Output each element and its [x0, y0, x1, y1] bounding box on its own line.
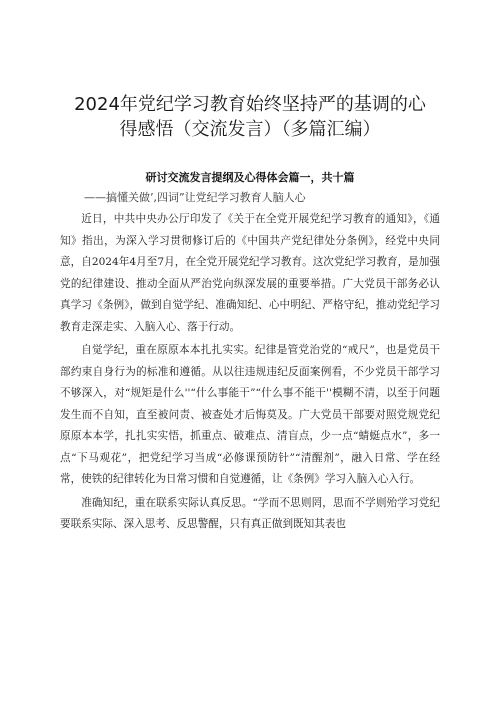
body-paragraph-2: 自觉学纪，重在原原本本扎扎实实。纪律是管党治党的“戒尺”，也是党员干部约束自身行为的标准和遵循。从以往违规违纪反面案例看，不少党员干部学习不够深入，对“规矩是什么''“什么事能干”“什么事不能干''模糊不清，以至于问题发生而不自知，直至被问责、被查处才后悔莫及。广大党员干部要对照党规党纪原原本本学，扎扎实实悟，抓重点、破难点、清盲点，少一点“蜻蜓点水”，多一点“下马观花”，把党纪学习当成“必修课预防针”“清醒剂”，融入日常、学在经常，使铁的纪律转化为日常习惯和自觉遵循，让《条例》学习入脑入心入行。 — [60, 344, 440, 485]
body-paragraph-3: 准确知纪，重在联系实际认真反思。“学而不思则罔，思而不学则殆学习党纪要联系实际、深入思考、反思警醒，只有真正做到既知其表也 — [60, 496, 440, 530]
document-title — [60, 0, 440, 142]
title-line-1: 2024年党纪学习教育始终坚持严的基调的心 — [74, 94, 426, 115]
section-byline: ——搞懂关做’,四词”让党纪学习教育人脑人心 — [84, 191, 306, 204]
body-paragraph-1: 近日，中共中央办公厅印发了《关于在全党开展党纪学习教育的通知》，《通知》指出，为深入学习贯彻修订后的《中国共产党纪律处分条例》，经党中央同意，自2024年4月至7月，在全党开展党纪学习教育。这次党纪学习教育，是加强党的纪律建设、推动全面从严治党向纵深发展的重要举措。广大党员干部务必认真学习《条例》，做到自觉学纪、准确知纪、心中明纪、严格守纪，推动党纪学习教育走深走实、入脑入心、落于行动。 — [60, 213, 440, 333]
section-subheading: 研讨交流发言提纲及心得体会篇一，共十篇 — [145, 171, 355, 184]
title-line-2: 得感悟（交流发言）（多篇汇编） — [119, 119, 381, 140]
